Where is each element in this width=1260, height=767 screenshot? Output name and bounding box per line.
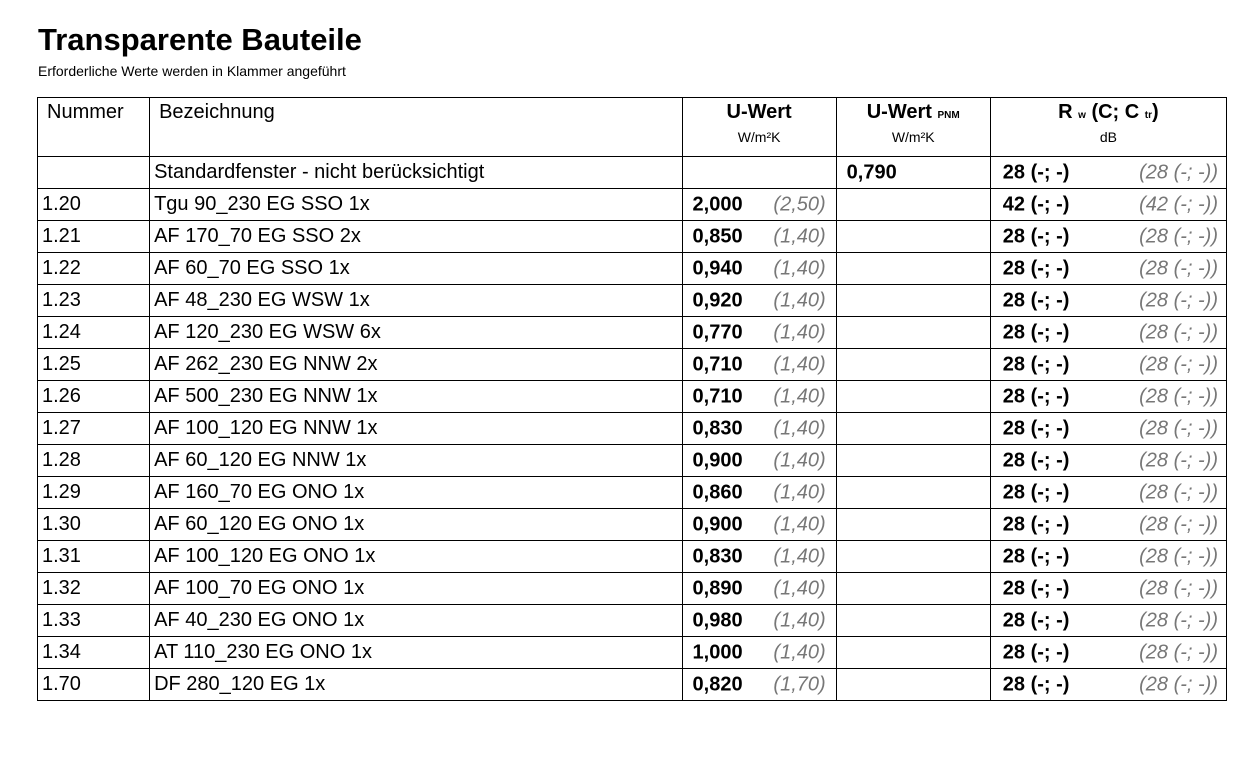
cell-bezeichnung: AF 262_230 EG NNW 2x — [150, 349, 682, 381]
rw-required: (42 (-; -)) — [1139, 193, 1218, 215]
rw-value: 28 (-; -) — [1002, 385, 1070, 407]
uwert-value: 0,890 — [692, 577, 743, 599]
cell-bezeichnung: AF 60_120 EG NNW 1x — [150, 445, 682, 477]
rw-value: 28 (-; -) — [1002, 673, 1070, 695]
rw-value: 28 (-; -) — [1002, 513, 1070, 535]
header-rw-r: R — [1058, 101, 1073, 123]
rw-required: (28 (-; -)) — [1139, 353, 1218, 375]
cell-bezeichnung: DF 280_120 EG 1x — [150, 669, 682, 701]
table-row — [38, 253, 1227, 285]
rw-required: (28 (-; -)) — [1139, 289, 1218, 311]
cell-rw — [990, 221, 1226, 253]
cell-bezeichnung: AF 100_120 EG ONO 1x — [150, 541, 682, 573]
cell-rw — [990, 477, 1226, 509]
cell-nummer: 1.33 — [38, 605, 150, 637]
uwert-required: (1,40) — [773, 641, 826, 663]
uwert-required: (1,40) — [773, 257, 826, 279]
cell-uwert-pnm — [836, 445, 990, 477]
cell-bezeichnung: AF 100_120 EG NNW 1x — [150, 413, 682, 445]
rw-required: (28 (-; -)) — [1139, 225, 1218, 247]
cell-nummer: 1.25 — [38, 349, 150, 381]
cell-rw — [990, 669, 1226, 701]
header-uwert-label: U-Wert — [726, 101, 792, 123]
rw-value: 28 (-; -) — [1002, 609, 1070, 631]
cell-bezeichnung: AT 110_230 EG ONO 1x — [150, 637, 682, 669]
uwert-required: (1,40) — [773, 417, 826, 439]
cell-nummer: 1.20 — [38, 189, 150, 221]
cell-uwert-pnm — [836, 509, 990, 541]
uwert-value: 0,900 — [692, 449, 743, 471]
cell-uwert-pnm — [836, 381, 990, 413]
cell-uwert-pnm — [836, 413, 990, 445]
cell-rw — [990, 381, 1226, 413]
cell-uwert-pnm — [836, 221, 990, 253]
uwert-required: (1,40) — [773, 321, 826, 343]
uwert-required: (1,40) — [773, 609, 826, 631]
cell-nummer: 1.24 — [38, 317, 150, 349]
cell-uwert-pnm — [836, 349, 990, 381]
cell-nummer — [38, 157, 150, 189]
rw-value: 28 (-; -) — [1002, 545, 1070, 567]
rw-required: (28 (-; -)) — [1139, 481, 1218, 503]
table-row — [38, 477, 1227, 509]
cell-uwert — [682, 381, 836, 413]
header-uwert-pnm-label: U-Wert — [866, 101, 932, 123]
rw-required: (28 (-; -)) — [1139, 161, 1218, 183]
cell-nummer: 1.34 — [38, 637, 150, 669]
cell-uwert-pnm — [836, 669, 990, 701]
rw-value: 28 (-; -) — [1002, 641, 1070, 663]
cell-rw — [990, 413, 1226, 445]
cell-uwert-pnm — [836, 317, 990, 349]
table-row — [38, 669, 1227, 701]
rw-required: (28 (-; -)) — [1139, 641, 1218, 663]
rw-required: (28 (-; -)) — [1139, 449, 1218, 471]
page-title: Transparente Bauteile — [38, 22, 362, 57]
table-row — [38, 381, 1227, 413]
rw-value: 28 (-; -) — [1002, 481, 1070, 503]
uwert-value: 1,000 — [692, 641, 743, 663]
header-bezeichnung: Bezeichnung — [150, 98, 682, 157]
rw-value: 28 (-; -) — [1002, 257, 1070, 279]
cell-uwert — [682, 669, 836, 701]
rw-required: (28 (-; -)) — [1139, 417, 1218, 439]
header-uwert-pnm-sub: PNM — [937, 110, 960, 121]
cell-uwert — [682, 541, 836, 573]
table-row-standard — [38, 157, 1227, 189]
uwert-value: 0,850 — [692, 225, 743, 247]
uwert-value: 0,940 — [692, 257, 743, 279]
cell-uwert — [682, 349, 836, 381]
cell-rw — [990, 285, 1226, 317]
rw-required: (28 (-; -)) — [1139, 673, 1218, 695]
cell-rw — [990, 573, 1226, 605]
cell-uwert-pnm — [836, 605, 990, 637]
header-rw-sub: w — [1078, 110, 1086, 121]
uwert-required: (1,70) — [773, 673, 826, 695]
uwert-required: (2,50) — [773, 193, 826, 215]
rw-required: (28 (-; -)) — [1139, 545, 1218, 567]
header-rw-sub2: tr — [1144, 110, 1153, 121]
uwert-value: 0,980 — [692, 609, 743, 631]
rw-value: 28 (-; -) — [1002, 289, 1070, 311]
cell-bezeichnung: AF 48_230 EG WSW 1x — [150, 285, 682, 317]
cell-uwert — [682, 509, 836, 541]
rw-required: (28 (-; -)) — [1139, 257, 1218, 279]
table-row — [38, 285, 1227, 317]
uwert-value: 0,900 — [692, 513, 743, 535]
cell-uwert-pnm — [836, 285, 990, 317]
cell-bezeichnung: AF 40_230 EG ONO 1x — [150, 605, 682, 637]
cell-rw — [990, 445, 1226, 477]
cell-rw — [990, 253, 1226, 285]
uwert-value: 0,830 — [692, 545, 743, 567]
cell-nummer: 1.31 — [38, 541, 150, 573]
header-uwert-pnm-unit: W/m²K — [891, 129, 935, 145]
uwert-value: 0,820 — [692, 673, 743, 695]
cell-nummer: 1.23 — [38, 285, 150, 317]
rw-value: 42 (-; -) — [1002, 193, 1070, 215]
rw-value: 28 (-; -) — [1002, 577, 1070, 599]
cell-rw — [990, 349, 1226, 381]
rw-value: 28 (-; -) — [1002, 449, 1070, 471]
cell-uwert — [682, 605, 836, 637]
table-row — [38, 605, 1227, 637]
uwert-required: (1,40) — [773, 513, 826, 535]
uwert-value: 0,830 — [692, 417, 743, 439]
page-subtitle: Erforderliche Werte werden in Klammer angeführt — [38, 63, 346, 79]
rw-required: (28 (-; -)) — [1139, 385, 1218, 407]
uwert-value: 0,860 — [692, 481, 743, 503]
cell-uwert-pnm — [836, 573, 990, 605]
cell-bezeichnung: Standardfenster - nicht berücksichtigt — [150, 157, 682, 189]
cell-uwert — [682, 221, 836, 253]
cell-bezeichnung: AF 100_70 EG ONO 1x — [150, 573, 682, 605]
cell-bezeichnung: AF 120_230 EG WSW 6x — [150, 317, 682, 349]
rw-required: (28 (-; -)) — [1139, 609, 1218, 631]
uwert-value: 0,710 — [692, 353, 743, 375]
uwert-value: 2,000 — [692, 193, 743, 215]
cell-bezeichnung: AF 160_70 EG ONO 1x — [150, 477, 682, 509]
cell-nummer: 1.22 — [38, 253, 150, 285]
cell-rw — [990, 317, 1226, 349]
cell-rw — [990, 189, 1226, 221]
table-row — [38, 221, 1227, 253]
cell-uwert-pnm — [836, 157, 990, 189]
rw-required: (28 (-; -)) — [1139, 577, 1218, 599]
rw-value: 28 (-; -) — [1002, 353, 1070, 375]
table-row — [38, 349, 1227, 381]
uwert-required: (1,40) — [773, 353, 826, 375]
components-table — [37, 97, 1227, 701]
cell-nummer: 1.32 — [38, 573, 150, 605]
rw-value: 28 (-; -) — [1002, 417, 1070, 439]
uwert-value: 0,920 — [692, 289, 743, 311]
cell-uwert — [682, 445, 836, 477]
cell-nummer: 1.70 — [38, 669, 150, 701]
cell-uwert — [682, 253, 836, 285]
rw-value: 28 (-; -) — [1002, 161, 1070, 183]
header-rw-c: (C; C — [1091, 101, 1140, 123]
table-row — [38, 509, 1227, 541]
cell-uwert — [682, 189, 836, 221]
cell-uwert — [682, 573, 836, 605]
table-row — [38, 573, 1227, 605]
table-row — [38, 541, 1227, 573]
cell-nummer: 1.27 — [38, 413, 150, 445]
uwert-pnm-value: 0,790 — [846, 161, 897, 183]
rw-value: 28 (-; -) — [1002, 225, 1070, 247]
cell-uwert — [682, 637, 836, 669]
uwert-required: (1,40) — [773, 385, 826, 407]
table-row — [38, 189, 1227, 221]
cell-uwert — [682, 413, 836, 445]
cell-nummer: 1.28 — [38, 445, 150, 477]
cell-nummer: 1.21 — [38, 221, 150, 253]
cell-bezeichnung: Tgu 90_230 EG SSO 1x — [150, 189, 682, 221]
header-rw-unit: dB — [1099, 129, 1117, 145]
table-row — [38, 317, 1227, 349]
cell-rw — [990, 509, 1226, 541]
header-uwert — [682, 98, 836, 157]
cell-uwert-pnm — [836, 541, 990, 573]
rw-required: (28 (-; -)) — [1139, 513, 1218, 535]
header-uwert-unit: W/m²K — [737, 129, 781, 145]
rw-value: 28 (-; -) — [1002, 321, 1070, 343]
cell-rw — [990, 157, 1226, 189]
cell-bezeichnung: AF 60_120 EG ONO 1x — [150, 509, 682, 541]
cell-nummer: 1.29 — [38, 477, 150, 509]
cell-bezeichnung: AF 170_70 EG SSO 2x — [150, 221, 682, 253]
cell-uwert-pnm — [836, 477, 990, 509]
uwert-required: (1,40) — [773, 289, 826, 311]
uwert-required: (1,40) — [773, 449, 826, 471]
cell-nummer: 1.26 — [38, 381, 150, 413]
cell-uwert-pnm — [836, 253, 990, 285]
cell-bezeichnung: AF 500_230 EG NNW 1x — [150, 381, 682, 413]
cell-rw — [990, 541, 1226, 573]
cell-uwert-pnm — [836, 637, 990, 669]
cell-uwert — [682, 157, 836, 189]
header-rw — [990, 98, 1226, 157]
table-row — [38, 445, 1227, 477]
cell-uwert — [682, 317, 836, 349]
cell-uwert — [682, 477, 836, 509]
uwert-value: 0,710 — [692, 385, 743, 407]
cell-nummer: 1.30 — [38, 509, 150, 541]
cell-bezeichnung: AF 60_70 EG SSO 1x — [150, 253, 682, 285]
cell-rw — [990, 637, 1226, 669]
uwert-required: (1,40) — [773, 225, 826, 247]
cell-rw — [990, 605, 1226, 637]
uwert-required: (1,40) — [773, 481, 826, 503]
uwert-required: (1,40) — [773, 545, 826, 567]
table-row — [38, 413, 1227, 445]
rw-required: (28 (-; -)) — [1139, 321, 1218, 343]
uwert-value: 0,770 — [692, 321, 743, 343]
cell-uwert — [682, 285, 836, 317]
header-rw-close: ) — [1152, 101, 1159, 123]
uwert-required: (1,40) — [773, 577, 826, 599]
table-header-row — [38, 98, 1227, 157]
header-uwert-pnm — [836, 98, 990, 157]
cell-uwert-pnm — [836, 189, 990, 221]
header-nummer: Nummer — [38, 98, 150, 157]
table-row — [38, 637, 1227, 669]
